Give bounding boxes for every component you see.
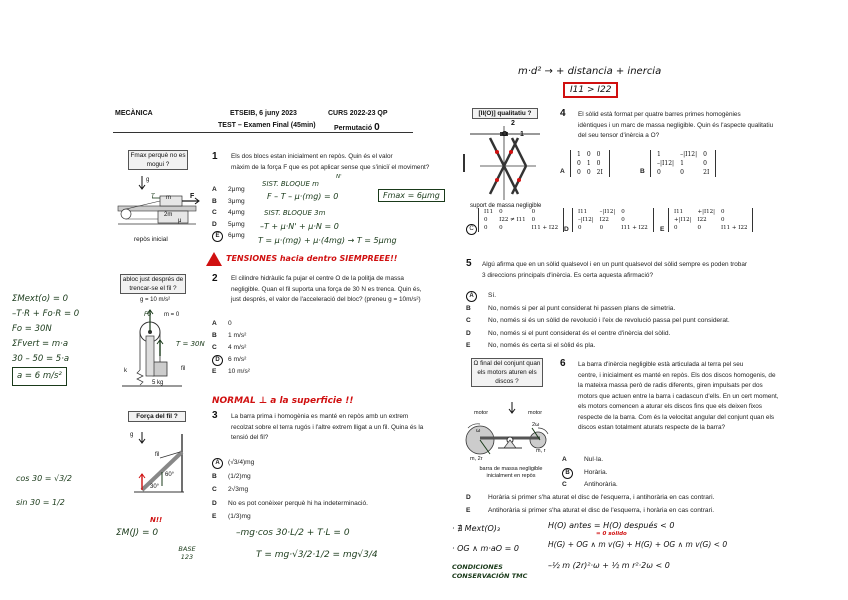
q4-inequality: I11 > I22 (563, 82, 618, 98)
q6-option-e[interactable]: E Antihorària si primer s'ha aturat el disc de l'esquerra, i horària en cas contrari. (466, 506, 715, 514)
q3-note-eq1: –mg·cos 30·L/2 + T·L = 0 (236, 528, 350, 538)
q6-options-de (466, 492, 714, 517)
q1-option-b[interactable]: B 3μmg (212, 197, 245, 205)
q6-option-a[interactable]: A Nul·la. (562, 456, 604, 463)
q3-note-base: BASE 123 (178, 545, 196, 561)
q2-option-b[interactable]: B 1 m/s² (212, 332, 247, 339)
q3-option-a[interactable]: A (√3/4)mg (212, 456, 368, 470)
q6-note-4: H(G) + OG ∧ m v(G) + H(G) + OG ∧ m v(G) < 0 (548, 540, 728, 549)
q4-option-d[interactable]: D (564, 226, 569, 233)
q3-option-e[interactable]: E (1/3)mg (212, 513, 251, 520)
q6-note-2: · OG ∧ m·aO = 0 (452, 544, 519, 553)
q2-number: 2 (212, 273, 218, 284)
q1-fmax-box: Fmax = 6μmg (378, 189, 445, 202)
q1-fig-m: m (166, 195, 171, 201)
q5-number: 5 (466, 258, 472, 269)
q6-note-tiny: = 0 sólido (596, 531, 627, 537)
q2-fig-m: m = 0 (164, 312, 180, 318)
q2-options (212, 318, 250, 378)
q1-text: Els dos blocs estan inicialment en repòs. Quin és el valor màxim de la força F que es pot aplicar sense que s'iniciï el moviment? (231, 153, 430, 171)
q5-text: Algú afirma que en un sòlid qualsevol i en un punt qualsevol del sòlid sempre es poden trobar 3 direccions principals d'inèrcia. Es certa aquesta afirmació? (482, 261, 748, 279)
q1-fig-g: g (146, 177, 150, 183)
q4-matrix-b: 1 –|I12| 0 –|I12| 1 0 0 0 2I (650, 150, 716, 177)
q1-note-2: F – T – μ·(mg) = 0 (267, 192, 339, 201)
q3-fig-60: 60° (165, 472, 175, 478)
q3-fig-g: g (130, 432, 134, 438)
q2-hint-box: abloc just després de trencar-se el fil ? (120, 274, 186, 294)
q4-hint-box: [II(O)] qualitatiu ? (472, 108, 538, 119)
q6-note-5: –½ m (2r)²·ω + ½ m r²·2ω < 0 (548, 561, 670, 570)
q2-fig-fil: fil (181, 366, 186, 372)
q2-text: El cilindre hidràulic fa pujar el centre O de la politja de massa negligible. Quan el fil suporta una força de 30 N es trenca. Quin és, just després, el valor de l'acceleració del bloc? (preneu g = 10m/s²) (231, 275, 422, 303)
q4-matrix-e: I11 +|I12| 0 +|I12| I22 0 0 0 I11 + I22 (668, 208, 753, 232)
q6-option-c[interactable]: C Antihorària. (562, 481, 618, 488)
warning-icon (206, 252, 222, 266)
q5-option-e[interactable]: E No, només és certa si el sòlid és pla. (466, 342, 596, 349)
q2-fig-T: T = 30N (176, 340, 205, 348)
q2-fig-g: g = 10 m/s² (140, 297, 171, 303)
q6-fig-right-disc: m, r (536, 448, 546, 454)
q3-figure (120, 430, 200, 500)
q1-option-c[interactable]: C 4μmg (212, 209, 245, 216)
q1-fig-2m: 2m (164, 212, 173, 218)
q6-text: La barra d'inèrcia negligible està articulada al terra pel seu centre, i inicialment es manté en repòs. Els dos discos homogenis, de la mateixa massa però de radis diferents, giren impulsats per dos motors que actuen entre la barra i cadascun d'ells. En un cert moment, els motors comencen a aturar els discos fins que els deixen fixos respecte de la barra. Com és la velocitat angular del conjunt quan els discos estan totalment aturats respecte de la barra? (578, 361, 779, 431)
q1-fig-F: F (190, 193, 195, 200)
q2-fig-k: k (124, 368, 127, 374)
q3-option-b[interactable]: B (1/2)mg (212, 472, 251, 480)
q1-fig-T: T (151, 193, 155, 200)
q2-notes: ΣMext(o) = 0 –T·R + Fo·R = 0 Fo = 30N ΣFvert = m·a 30 – 50 = 5·a a = 6 m/s² (12, 292, 79, 386)
q6-option-d[interactable]: D Horària si primer s'ha aturat el disc de l'esquerra, i antihorària en cas contrari. (466, 494, 715, 501)
q4-matrix-d: I11 –|I12| 0 –|I12| I22 0 0 0 I11 + I22 (572, 208, 654, 232)
q2-option-a[interactable]: A 0 (212, 320, 232, 327)
q2-fig-5kg: 5 kg (152, 380, 164, 386)
q4-fig-O: O (502, 131, 508, 138)
q6-fig-motor-left: motor (474, 410, 489, 416)
q6-fig-motor-right: motor (528, 410, 543, 416)
q4-fig-label: suport de massa negligible (470, 203, 542, 209)
q5-option-b[interactable]: B No, només si per al punt considerat hi passen plans de simetria. (466, 304, 676, 312)
q4-fig-1: 1 (520, 131, 524, 138)
q1-option-d[interactable]: D 5μmg (212, 220, 245, 228)
q6-number: 6 (560, 358, 566, 369)
q1-fig-label: repòs inicial (134, 236, 168, 243)
course-label: CURS 2022-23 QP (328, 110, 388, 117)
q4-option-a[interactable]: A (560, 168, 565, 175)
q3-fig-fil: fil (155, 452, 160, 458)
q4-top-note: m·d² → + distancia + inercia (518, 66, 662, 77)
q1-note-3: SIST. BLOQUE 3m (264, 209, 326, 217)
q4-fig-2: 2 (511, 120, 515, 127)
q1-options (212, 184, 245, 242)
q6-note-3: H(O) antes = H(O) después < 0 (548, 521, 675, 530)
q6-options-abc (562, 454, 618, 492)
q2-option-d[interactable]: D 6 m/s² (212, 354, 250, 366)
q5-option-d[interactable]: D No, només si el punt considerat és el centre d'inèrcia del sòlid. (466, 329, 671, 337)
q5-option-c[interactable]: C No, només si és un sòlid de revolució i l'eix de revolució passa pel punt considerat. (466, 317, 730, 324)
q3-options (212, 456, 368, 524)
q3-heading: NORMAL ⊥ a la superficie !! (212, 396, 354, 406)
q1-option-a[interactable]: A 2μmg (212, 186, 245, 193)
q1-hint-box: Fmax perquè no es mogui ? (128, 150, 188, 170)
q6-option-b[interactable]: B Horària. (562, 467, 618, 480)
q4-option-b[interactable]: B (640, 168, 645, 175)
q4-option-c[interactable]: C (466, 224, 477, 235)
q3-text: La barra prima i homogènia es manté en repòs amb un extrem recolzat sobre el terra rugós i l'altre extrem lligat a un fil. Quina és la tensió del fil? (231, 413, 424, 441)
q4-matrix-a: 1 0 0 0 1 0 0 0 2I (570, 150, 610, 177)
q1-note-nprime: N' (336, 174, 342, 180)
q3-note-cos: cos 30 = √3/2 (16, 474, 72, 483)
q3-note-sin: sin 30 = 1/2 (16, 498, 65, 507)
q6-note-1: · ∄ Mext(O)₃ (452, 524, 501, 533)
q4-number: 4 (560, 108, 566, 119)
test-label: TEST – Examen Final (45min) (218, 122, 316, 129)
q1-warning: TENSIONES hacia dentro SIEMPREEE!! (226, 254, 398, 263)
subject-title: MECÀNICA (115, 110, 153, 117)
q3-option-d[interactable]: D No es pot conèixer perquè hi ha indeterminació. (212, 499, 369, 507)
q3-note-eq2: T = mg·√3/2·1/2 = mg√3/4 (256, 550, 378, 560)
q3-fig-30: 30° (150, 484, 160, 490)
q3-hint-box: Força del fil ? (128, 411, 186, 422)
q3-number: 3 (212, 410, 218, 421)
q2-option-c[interactable]: C 4 m/s² (212, 344, 247, 351)
q2-option-e[interactable]: E 10 m/s² (212, 368, 250, 375)
q1-figure (112, 172, 202, 242)
q4-option-e[interactable]: E (660, 226, 665, 233)
permutation-label: Permutació 0 (334, 122, 380, 133)
q6-fig-left-disc: m, 2r (470, 456, 483, 462)
q1-number: 1 (212, 151, 218, 162)
q1-note-1: SIST. BLOQUE m (262, 180, 319, 188)
q2-fig-Fo: Fo (144, 311, 152, 318)
q3-note-sum: ΣM(J) = 0 (116, 528, 159, 538)
q6-hint-box: Ω final del conjunt quan els motors aturen els discos ? (471, 358, 543, 387)
school-date: ETSEIB, 6 juny 2023 (230, 110, 297, 117)
q4-matrix-c: I11 0 0 0 I22 ≠ I11 0 0 0 I11 + I22 (478, 208, 564, 232)
q1-option-e[interactable]: E 6μmg (212, 230, 245, 242)
q4-text: El sòlid està format per quatre barres primes homogènies idèntiques i un marc de massa negligible. Quin és l'aspecte qualitatiu del seu tensor d'inèrcia a O? (578, 111, 774, 139)
header-rule (113, 132, 413, 133)
q6-note-bottom: CONDICIONES CONSERVACIÓN TMC (452, 563, 528, 580)
q5-options (466, 290, 730, 353)
q3-fig-N: N!! (150, 516, 163, 524)
q1-note-4: –T + μ·N' + μ·N = 0 (260, 222, 339, 231)
q6-fig-omega1: ω (476, 428, 481, 434)
q5-option-a[interactable]: A Sí. (466, 290, 730, 303)
q1-note-5: T = μ·(mg) + μ·(4mg) → T = 5μmg (258, 236, 397, 245)
q1-fig-mu: μ (178, 218, 182, 224)
q3-option-c[interactable]: C 2√3mg (212, 486, 249, 493)
q6-fig-omega2: 2ω (532, 422, 540, 428)
q6-fig-caption: barra de massa negligible inicialment en repòs (479, 466, 543, 479)
